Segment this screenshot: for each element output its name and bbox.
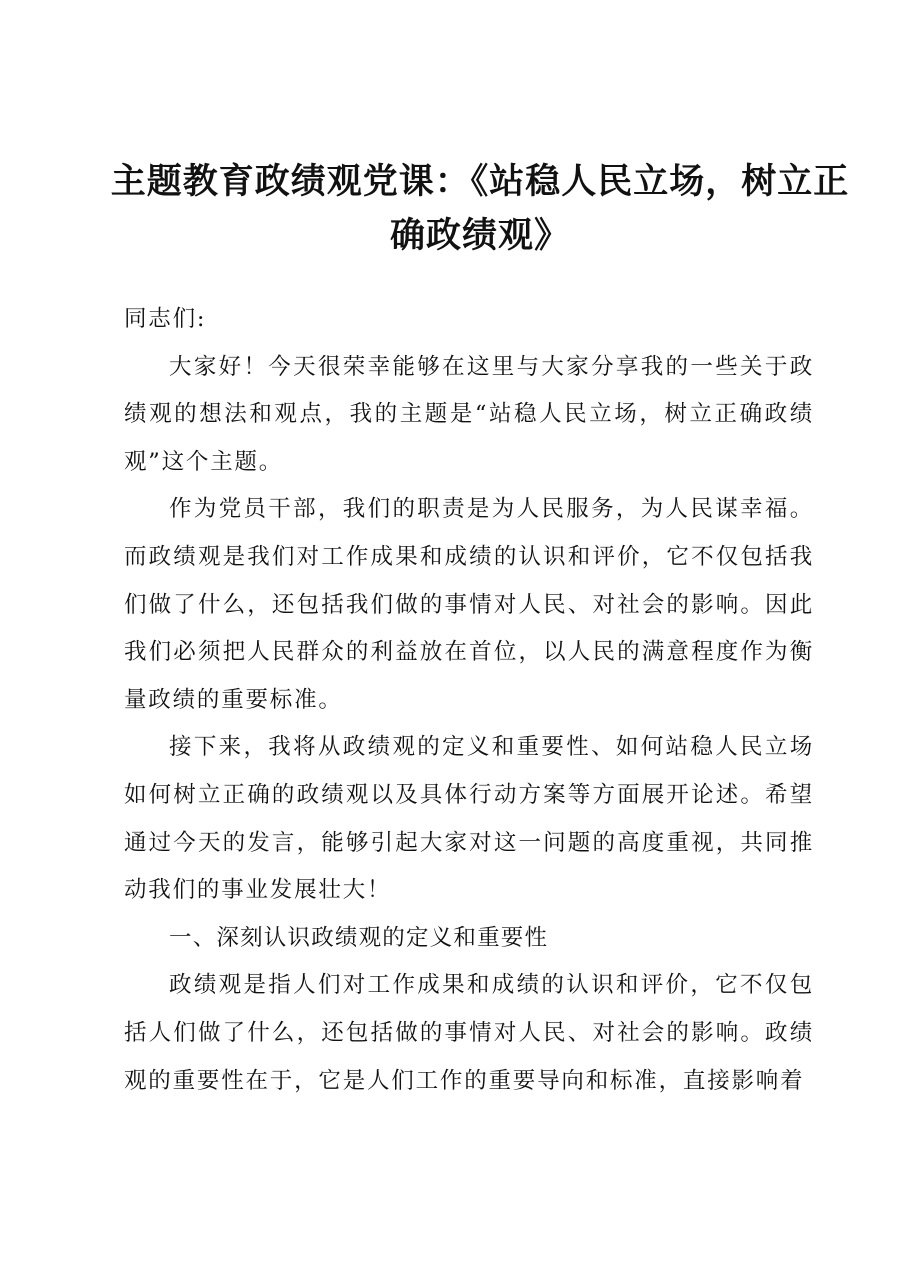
- document-title-line-2: 确政绩观》: [389, 215, 570, 256]
- section-heading: 一、深刻认识政绩观的定义和重要性: [169, 924, 549, 951]
- paragraph-duty: 作为党员干部，我们的职责是为人民服务，为人民谋幸福。而政绩观是我们对工作成果和成绩的认识和评价，它不仅包括我们做了什么，还包括我们做的事情对人民、对社会的影响。因此我们必须把人民群众的利益放在首位，以人民的满意程度作为衡量政绩的重要标准。: [124, 496, 814, 713]
- salutation: 同志们:: [124, 306, 207, 332]
- document-title-line-1: 主题教育政绩观党课：《站稳人民立场，树立正: [110, 161, 850, 202]
- document-body: [124, 296, 814, 1105]
- document-title: [100, 155, 860, 263]
- paragraph-outline: 接下来，我将从政绩观的定义和重要性、如何站稳人民立场如何树立正确的政绩观以及具体行动方案等方面展开论述。希望通过今天的发言，能够引起大家对这一问题的高度重视，共同推动我们的事业发展壮大！: [124, 734, 814, 904]
- paragraph-greeting: 大家好！今天很荣幸能够在这里与大家分享我的一些关于政绩观的想法和观点，我的主题是“站稳人民立场，树立正确政绩观”这个主题。: [124, 353, 814, 475]
- paragraph-definition: 政绩观是指人们对工作成果和成绩的认识和评价，它不仅包括人们做了什么，还包括做的事情对人民、对社会的影响。政绩观的重要性在于，它是人们工作的重要导向和标准，直接影响着: [124, 972, 814, 1094]
